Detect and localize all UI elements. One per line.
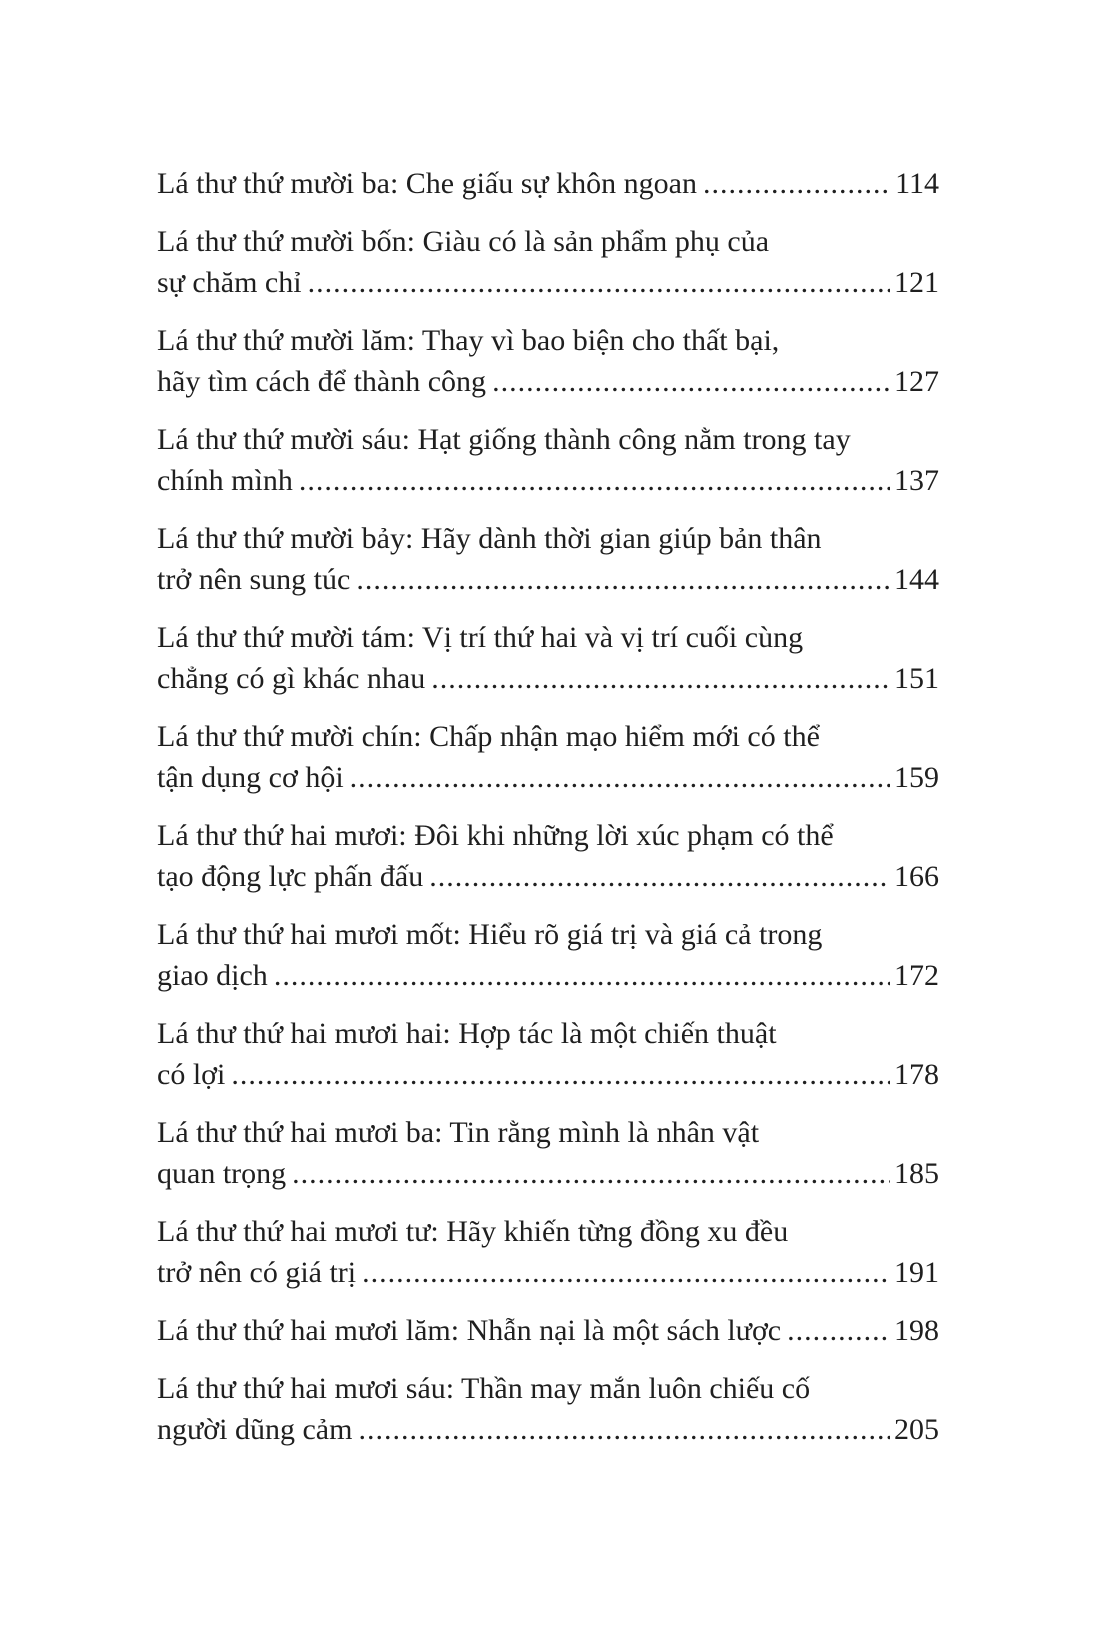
dot-leader [356, 559, 890, 600]
toc-entry [157, 617, 939, 699]
entry-title-continued: quan trọng [157, 1157, 287, 1190]
entry-title-continued: tận dụng cơ hội [157, 761, 344, 794]
page-number: 178 [894, 1058, 939, 1091]
entry-title: Lá thư thứ mười bảy: Hãy dành thời gian giúp bản thân [157, 522, 822, 555]
toc-entry [157, 518, 939, 600]
entry-title-continued: người dũng cảm [157, 1413, 353, 1446]
dot-leader [429, 856, 890, 897]
entry-title: Lá thư thứ hai mươi: Đôi khi những lời xúc phạm có thể [157, 819, 834, 852]
toc-entry [157, 419, 939, 501]
toc-entry [157, 1013, 939, 1095]
page-number: 121 [894, 266, 939, 299]
entry-title: Lá thư thứ mười lăm: Thay vì bao biện cho thất bại, [157, 324, 780, 357]
page-number: 185 [894, 1157, 939, 1190]
dot-leader [492, 361, 890, 402]
page-number: 144 [894, 563, 939, 596]
table-of-contents [157, 163, 939, 1467]
entry-title-continued: hãy tìm cách để thành công [157, 365, 487, 398]
toc-entry [157, 221, 939, 303]
entry-title: Lá thư thứ hai mươi lăm: Nhẫn nại là một sách lược [157, 1314, 782, 1347]
entry-title-continued: trở nên có giá trị [157, 1256, 357, 1289]
toc-entry [157, 1211, 939, 1293]
entry-title: Lá thư thứ hai mươi mốt: Hiểu rõ giá trị và giá cả trong [157, 918, 823, 951]
toc-entry [157, 163, 939, 204]
entry-title: Lá thư thứ mười sáu: Hạt giống thành công nằm trong tay [157, 423, 851, 456]
page-number: 198 [894, 1314, 939, 1347]
entry-title: Lá thư thứ mười tám: Vị trí thứ hai và vị trí cuối cùng [157, 621, 804, 654]
entry-title: Lá thư thứ hai mươi ba: Tin rằng mình là nhân vật [157, 1116, 760, 1149]
entry-title: Lá thư thứ mười chín: Chấp nhận mạo hiểm mới có thể [157, 720, 820, 753]
page-number: 191 [894, 1256, 939, 1289]
toc-entry [157, 1310, 939, 1351]
dot-leader [299, 460, 890, 501]
page-number: 151 [894, 662, 939, 695]
entry-title-continued: giao dịch [157, 959, 268, 992]
dot-leader [703, 163, 891, 204]
entry-title: Lá thư thứ hai mươi hai: Hợp tác là một chiến thuật [157, 1017, 777, 1050]
entry-title: Lá thư thứ hai mươi sáu: Thần may mắn luôn chiếu cố [157, 1372, 811, 1405]
page-number: 166 [894, 860, 939, 893]
dot-leader [292, 1153, 890, 1194]
page-number: 205 [894, 1413, 939, 1446]
dot-leader [358, 1409, 890, 1450]
entry-title: Lá thư thứ hai mươi tư: Hãy khiến từng đồng xu đều [157, 1215, 789, 1248]
dot-leader [362, 1252, 890, 1293]
page-number: 137 [894, 464, 939, 497]
entry-title-continued: tạo động lực phấn đấu [157, 860, 424, 893]
toc-entry [157, 914, 939, 996]
entry-title-continued: có lợi [157, 1058, 226, 1091]
toc-entry [157, 1112, 939, 1194]
entry-title: Lá thư thứ mười bốn: Giàu có là sản phẩm phụ của [157, 225, 770, 258]
page-number: 127 [894, 365, 939, 398]
entry-title-continued: sự chăm chỉ [157, 266, 302, 299]
page-number: 159 [894, 761, 939, 794]
toc-entry [157, 815, 939, 897]
dot-leader [350, 757, 890, 798]
toc-entry [157, 1368, 939, 1450]
page-number: 172 [894, 959, 939, 992]
entry-title-continued: chính mình [157, 464, 293, 497]
dot-leader [308, 262, 890, 303]
dot-leader [274, 955, 890, 996]
entry-title-continued: trở nên sung túc [157, 563, 351, 596]
entry-title-continued: chẳng có gì khác nhau [157, 662, 426, 695]
toc-entry [157, 320, 939, 402]
toc-entry [157, 716, 939, 798]
dot-leader [431, 658, 890, 699]
dot-leader [231, 1054, 890, 1095]
dot-leader [787, 1310, 890, 1351]
entry-title: Lá thư thứ mười ba: Che giấu sự khôn ngoan [157, 167, 697, 200]
page-number: 114 [895, 167, 939, 200]
